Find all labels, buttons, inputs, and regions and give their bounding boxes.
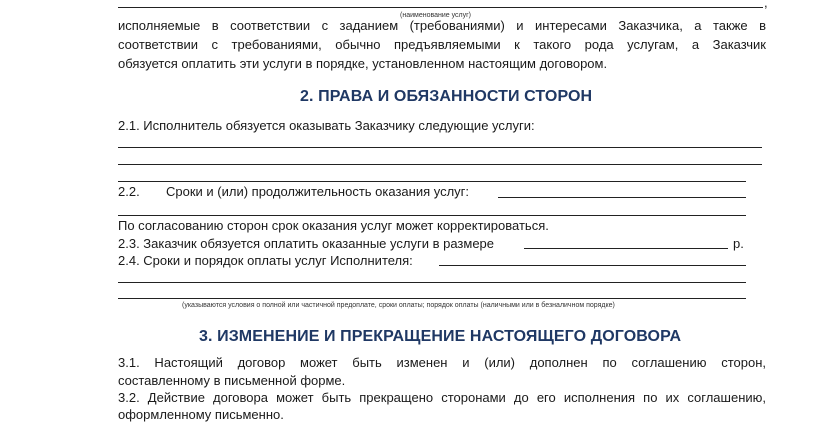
clause-2-4-blank-line-1 [118,282,746,283]
clause-3-2-line-1: 3.2. Действие договора может быть прекращено сторонами до его исполнения по их соглашению, [118,390,766,405]
clause-2-2-note: По согласованию сторон срок оказания услуг может корректироваться. [118,218,549,233]
clause-2-1: 2.1. Исполнитель обязуется оказывать Заказчику следующие услуги: [118,118,535,133]
clause-2-3-amount-blank [524,248,728,249]
clause-2-4-text: 2.4. Сроки и порядок оплаты услуг Исполнителя: [118,253,413,268]
clause-2-2-blank-line [118,215,746,216]
para-line-1: исполняемые в соответствии с заданием (требованиями) и интересами Заказчика, а также в [118,18,766,33]
clause-3-2-line-2: оформленному письменно. [118,407,284,422]
caption-payment-terms: (указываются условия о полной или частичной предоплате, сроки оплаты; порядок оплаты (наличными или в безналичном порядке) [182,302,615,309]
clause-2-2-text: Сроки и (или) продолжительность оказания услуг: [166,184,470,199]
clause-2-4-blank-line-2 [118,298,746,299]
section-2-heading: 2. ПРАВА И ОБЯЗАННОСТИ СТОРОН [300,88,593,105]
trailing-comma: , [764,0,768,10]
clause-3-1-line-2: составленному в письменной форме. [118,373,346,388]
clause-2-3-currency: р. [733,236,744,251]
clause-2-4-blank-inline [439,265,746,266]
clause-2-3-text: 2.3. Заказчик обязуется оплатить оказанные услуги в размере [118,236,495,251]
clause-3-1-line-1: 3.1. Настоящий договор может быть изменен и (или) дополнен по соглашению сторон, [118,355,766,370]
clause-2-1-blank-line-2 [118,164,762,165]
clause-2-1-blank-line-1 [118,147,762,148]
clause-2-1-blank-line-3 [118,181,746,182]
clause-2-2-blank-inline [498,197,746,198]
para-line-3: обязуется оплатить эти услуги в порядке, установленном настоящим договором. [118,56,608,71]
para-line-2: соответствии с требованиями, обычно предъявляемыми к такого рода услугам, а Заказчик [118,37,766,52]
clause-2-2-number: 2.2. [118,184,140,199]
services-name-line [118,7,763,8]
section-3-heading: 3. ИЗМЕНЕНИЕ И ПРЕКРАЩЕНИЕ НАСТОЯЩЕГО ДОГОВОРА [199,328,682,345]
caption-services-name: (наименование услуг) [400,12,472,19]
